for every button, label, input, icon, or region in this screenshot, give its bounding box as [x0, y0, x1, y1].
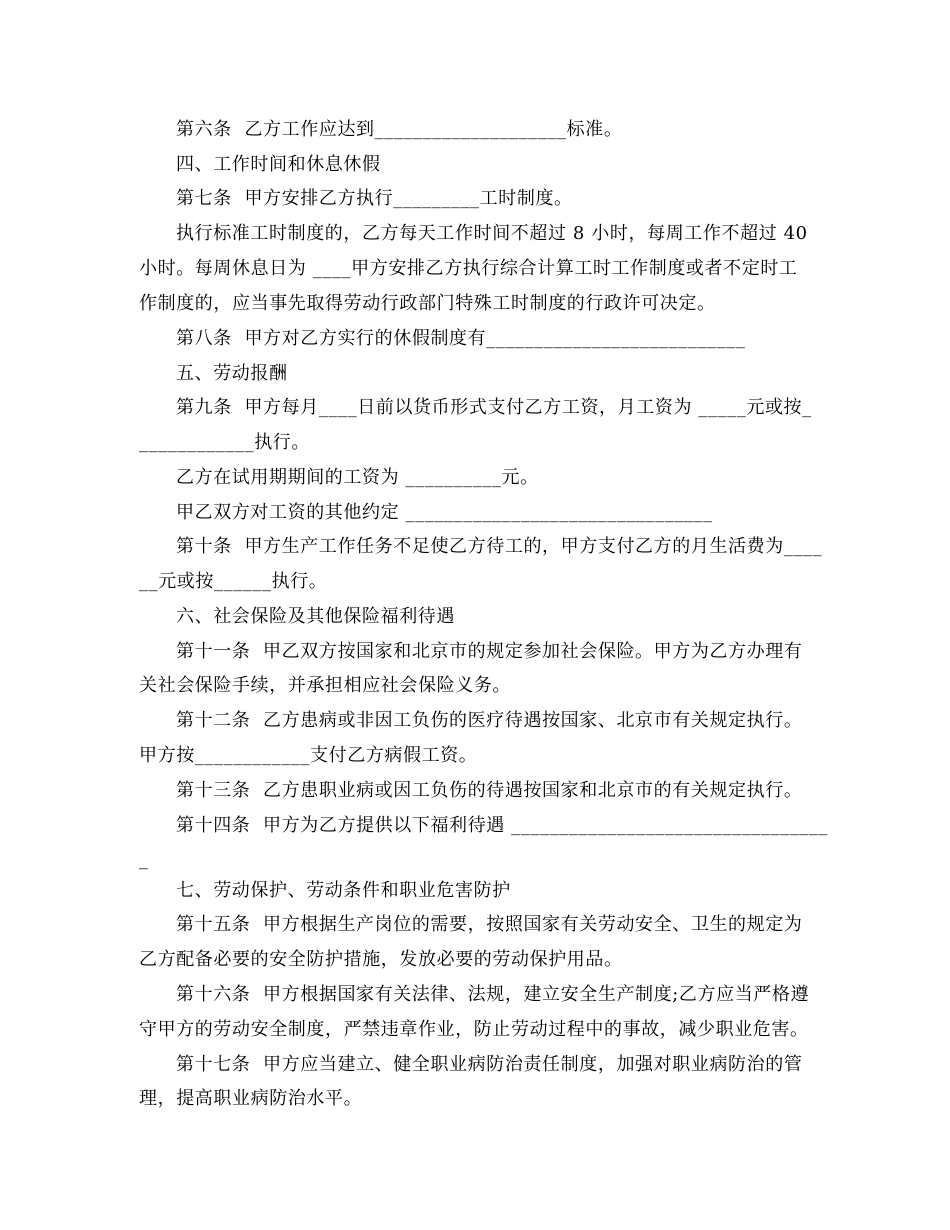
text-line: ____________执行。 — [139, 432, 310, 453]
section-heading: 五、劳动报酬 — [176, 363, 288, 384]
text-line: 第十条 甲方生产工作任务不足使乙方待工的，甲方支付乙方的月生活费为____ — [176, 536, 823, 557]
text-line: 守甲方的劳动安全制度，严禁违章作业，防止劳动过程中的事故，减少职业危害。 — [139, 1019, 809, 1040]
text-line: 第十一条 甲乙双方按国家和北京市的规定参加社会保险。甲方为乙方办理有 — [176, 641, 803, 662]
text-line: __元或按______执行。 — [139, 571, 328, 592]
text-line: 乙方在试用期期间的工资为 __________元。 — [176, 467, 539, 488]
text-line: 执行标准工时制度的，乙方每天工作时间不超过 8 小时，每周工作不超过 40 — [176, 223, 808, 244]
text-line: 第八条 甲方对乙方实行的休假制度有___________________________ — [176, 328, 746, 349]
text-line: 第十三条 乙方患职业病或因工负伤的待遇按国家和北京市的有关规定执行。 — [176, 780, 803, 801]
text-line: _ — [139, 849, 149, 870]
text-line: 甲方按____________支付乙方病假工资。 — [139, 745, 478, 766]
text-line: 第十五条 甲方根据生产岗位的需要，按照国家有关劳动安全、卫生的规定为 — [176, 914, 803, 935]
text-line: 第九条 甲方每月____日前以货币形式支付乙方工资，月工资为 _____元或按_ — [176, 397, 812, 418]
text-line: 作制度的，应当事先取得劳动行政部门特殊工时制度的行政许可决定。 — [139, 293, 716, 314]
text-line: 第七条 甲方安排乙方执行_________工时制度。 — [176, 188, 573, 209]
text-line: 关社会保险手续，并承担相应社会保险义务。 — [139, 675, 511, 696]
text-line: 第十四条 甲方为乙方提供以下福利待遇 _________________________________ — [176, 815, 828, 836]
text-line: 理，提高职业病防治水平。 — [139, 1088, 363, 1109]
section-heading: 四、工作时间和休息休假 — [176, 154, 381, 175]
section-heading: 六、社会保险及其他保险福利待遇 — [176, 606, 455, 627]
text-line: 乙方配备必要的安全防护措施，发放必要的劳动保护用品。 — [139, 949, 623, 970]
text-line: 小时。每周休息日为 ____甲方安排乙方执行综合计算工时工作制度或者不定时工 — [139, 258, 798, 279]
text-line: 第十六条 甲方根据国家有关法律、法规，建立安全生产制度;乙方应当严格遵 — [176, 984, 810, 1005]
section-heading: 七、劳动保护、劳动条件和职业危害防护 — [176, 880, 511, 901]
text-line: 第十二条 乙方患病或非因工负伤的医疗待遇按国家、北京市有关规定执行。 — [176, 710, 803, 731]
text-line: 第十七条 甲方应当建立、健全职业病防治责任制度，加强对职业病防治的管 — [176, 1054, 803, 1075]
text-line: 甲乙双方对工资的其他约定 ________________________________ — [176, 502, 713, 523]
text-line: 第六条 乙方工作应达到____________________标准。 — [176, 119, 623, 140]
